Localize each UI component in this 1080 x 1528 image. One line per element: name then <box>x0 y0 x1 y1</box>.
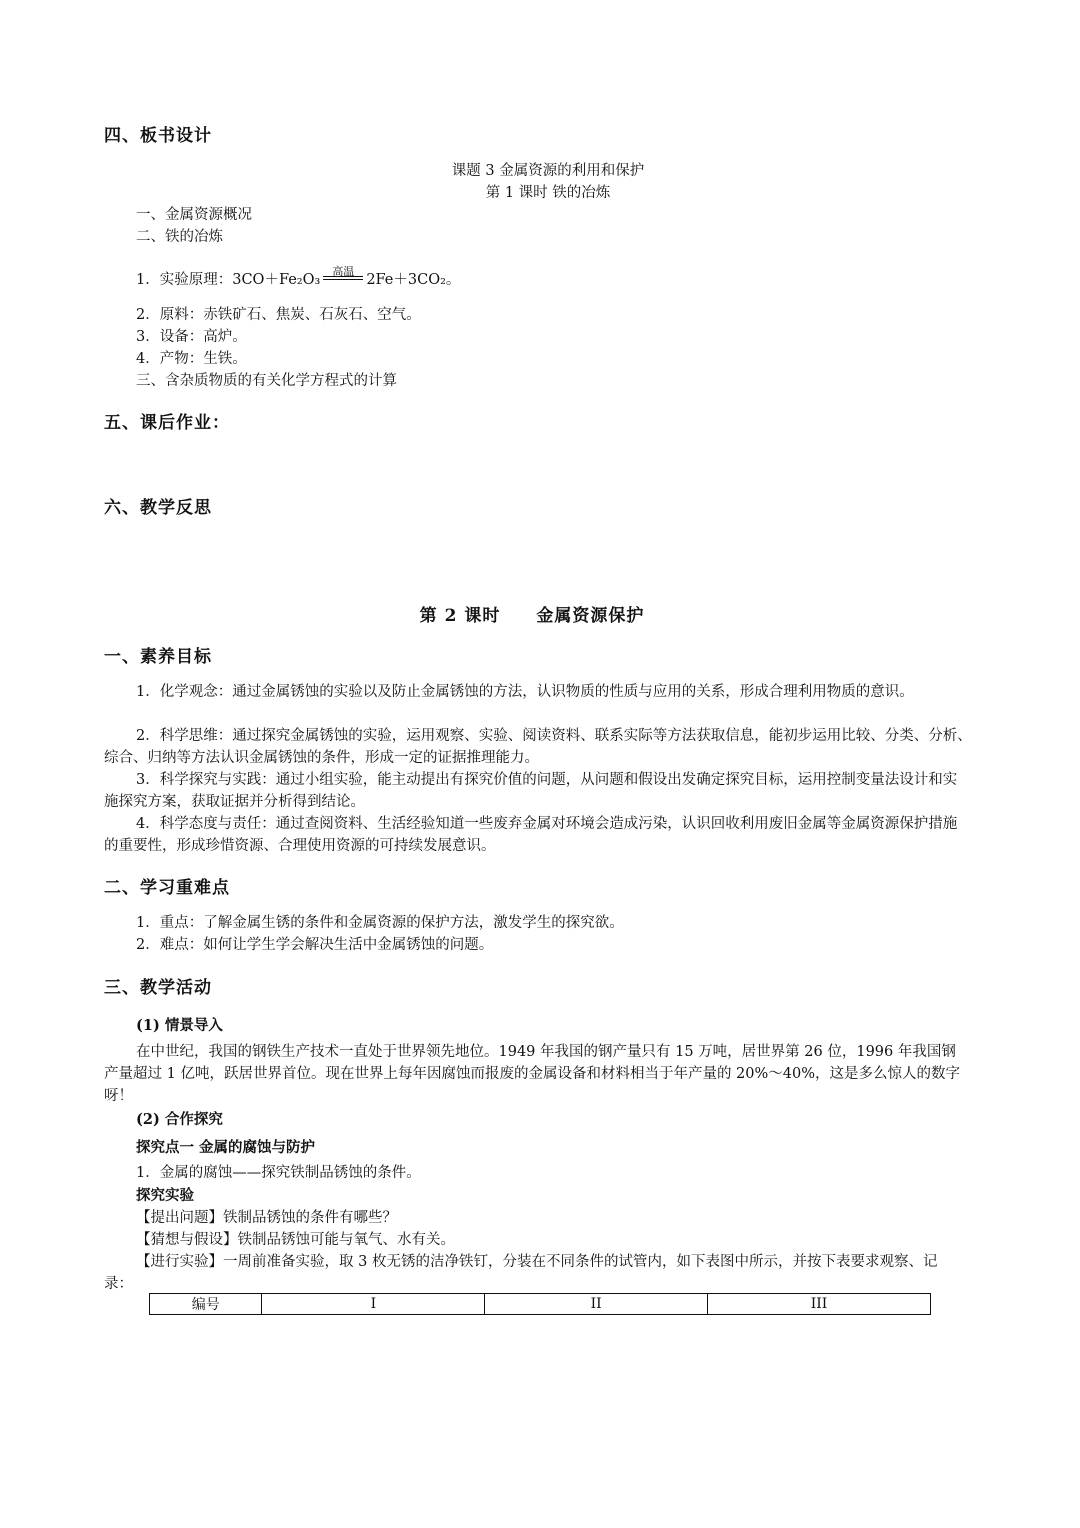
board-device: 3．设备：高炉。 <box>136 329 247 345</box>
difficult-point: 2．难点：如何让学生学会解决生活中金属锈蚀的问题。 <box>136 937 494 953</box>
key-point: 1．重点：了解金属生锈的条件和金属资源的保护方法，激发学生的探究欲。 <box>136 915 624 931</box>
board-raw-materials: 2．原料：赤铁矿石、焦炭、石灰石、空气。 <box>136 307 421 323</box>
table-header-cell: II <box>485 1294 708 1315</box>
table-header-cell: I <box>262 1294 485 1315</box>
equation-label: 1．实验原理： <box>136 272 233 288</box>
board-title-2: 第 1 课时 铁的冶炼 <box>485 185 611 201</box>
hypothesis-line <box>136 1229 455 1251</box>
board-product: 4．产物：生铁。 <box>136 351 247 367</box>
explore-point-1: 探究点一 金属的腐蚀与防护 <box>136 1139 316 1156</box>
experiment-line <box>104 1251 966 1295</box>
question-line <box>136 1207 397 1229</box>
equation-condition <box>323 265 363 284</box>
experiment-text: 一周前准备实验，取 3 枚无锈的洁净铁钉，分装在不同条件的试管内，如下表图中所示，并按下表要求观察、记录： <box>104 1254 938 1292</box>
coop-title: (2) 合作探究 <box>136 1111 223 1128</box>
hypothesis-text: 铁制品锈蚀可能与氧气、水有关。 <box>237 1232 455 1248</box>
table-header-cell: 编号 <box>150 1294 262 1315</box>
table-header-cell: III <box>708 1294 931 1315</box>
intro-text: 在中世纪，我国的钢铁生产技术一直处于世界领先地位。1949 年我国的钢产量只有 15 万吨，居世界第 26 位，1996 年我国钢产量超过 1 亿吨，跃居世界首位。现在世界上每年因腐蚀而报废的金属设备和材料相当于年产量的 20%～40%，这是多么惊人的数字呀！ <box>104 1044 961 1104</box>
equation-reactants: 3CO＋Fe₂O₃ <box>232 272 321 288</box>
intro-title: (1) 情景导入 <box>136 1017 223 1034</box>
lesson2-title: 第 2 课时 金属资源保护 <box>419 606 645 626</box>
section-heading-homework: 五、课后作业： <box>104 413 230 433</box>
section-heading-activity: 三、教学活动 <box>104 978 212 998</box>
section-heading-reflection: 六、教学反思 <box>104 498 212 518</box>
goal-2: 2．科学思维：通过探究金属锈蚀的实验，运用观察、实验、阅读资料、联系实际等方法获取信息，能初步运用比较、分类、分析、综合、归纳等方法认识金属锈蚀的条件，形成一定的证据推理能力。 <box>104 728 972 766</box>
goal-4: 4．科学态度与责任：通过查阅资料、生活经验知道一些废弃金属对环境会造成污染，认识回收利用废旧金属等金属资源保护措施的重要性，形成珍惜资源、合理使用资源的可持续发展意识。 <box>104 816 958 854</box>
hypothesis-tag: 【猜想与假设】 <box>136 1232 238 1248</box>
board-item-2: 二、铁的冶炼 <box>136 229 223 245</box>
board-item-3: 三、含杂质物质的有关化学方程式的计算 <box>136 373 397 389</box>
goal-3: 3．科学探究与实践：通过小组实验，能主动提出有探究价值的问题，从问题和假设出发确定探究目标，运用控制变量法设计和实施探究方案，获取证据并分析得到结论。 <box>104 772 958 810</box>
board-title-1: 课题 3 金属资源的利用和保护 <box>451 163 645 179</box>
equation-products: 2Fe＋3CO₂。 <box>366 272 461 288</box>
section-heading-keys: 二、学习重难点 <box>104 878 230 898</box>
question-text: 铁制品锈蚀的条件有哪些？ <box>223 1210 397 1226</box>
experiment-title: 探究实验 <box>136 1187 194 1204</box>
explore-sub-1: 1．金属的腐蚀——探究铁制品锈蚀的条件。 <box>136 1165 421 1181</box>
table-header-row <box>150 1294 931 1315</box>
chemical-equation <box>136 265 461 289</box>
section-heading-board: 四、板书设计 <box>104 126 212 146</box>
question-tag: 【提出问题】 <box>136 1210 223 1226</box>
experiment-table <box>149 1293 931 1315</box>
board-item-1: 一、金属资源概况 <box>136 207 252 223</box>
goal-1: 1．化学观念：通过金属锈蚀的实验以及防止金属锈蚀的方法，认识物质的性质与应用的关系，形成合理利用物质的意识。 <box>136 684 914 700</box>
equation-condition-label: 高温 <box>332 265 355 278</box>
section-heading-goals: 一、素养目标 <box>104 647 212 667</box>
experiment-tag: 【进行实验】 <box>136 1254 223 1270</box>
